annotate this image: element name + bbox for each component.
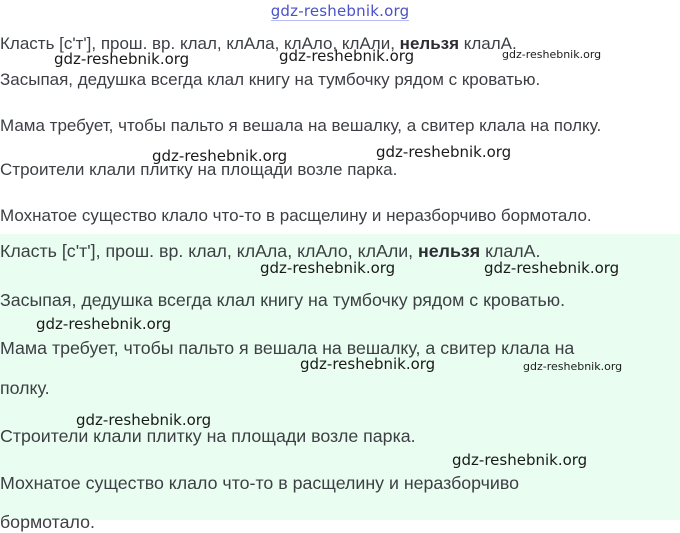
watermark: gdz-reshebnik.org: [300, 355, 436, 373]
example-sentence-2-cont: полку.: [0, 378, 50, 398]
example-sentence-1: Засыпая, дедушка всегда клал книгу на тумбочку рядом с кроватью.: [0, 70, 541, 89]
site-logo-text[interactable]: gdz-reshebnik.org: [270, 2, 410, 20]
example-sentence-4: Мохнатое существо клало что-то в расщелину и неразборчиво: [0, 473, 519, 493]
example-sentence-3: Строители клали плитку на площади возле парка.: [0, 160, 398, 179]
answer-panel: [0, 234, 680, 532]
example-sentence-2: Мама требует, чтобы пальто я вешала на вешалку, а свитер клала на полку.: [0, 116, 602, 135]
original-text-panel: [0, 30, 680, 234]
watermark: gdz-reshebnik.org: [36, 315, 172, 333]
watermark: gdz-reshebnik.org: [279, 47, 415, 65]
site-logo[interactable]: [0, 2, 680, 20]
watermark: gdz-reshebnik.org: [260, 259, 396, 277]
example-sentence-1: Засыпая, дедушка всегда клал книгу на тумбочку рядом с кроватью.: [0, 290, 566, 310]
watermark: gdz-reshebnik.org: [76, 411, 212, 429]
watermark: gdz-reshebnik.org: [54, 50, 190, 68]
watermark: gdz-reshebnik.org: [502, 48, 602, 61]
watermark: gdz-reshebnik.org: [484, 259, 620, 277]
forbidden-word: нельзя: [418, 241, 481, 261]
example-sentence-2: Мама требует, чтобы пальто я вешала на вешалку, а свитер клала на: [0, 338, 575, 358]
example-sentence-4: Мохнатое существо клало что-то в расщелину и неразборчиво бормотало.: [0, 206, 592, 225]
definition-line: Класть [с'т'], прош. вр. клал, клАла, клАло, клАли, нельзя клалА.: [0, 34, 517, 53]
example-sentence-3: Строители клали плитку на площади возле парка.: [0, 426, 416, 446]
example-sentence-4-cont: бормотало.: [0, 512, 95, 532]
definition-line: Класть [с'т'], прош. вр. клал, клАла, клАло, клАли, нельзя клалА.: [0, 241, 541, 261]
watermark: gdz-reshebnik.org: [152, 147, 288, 165]
watermark: gdz-reshebnik.org: [452, 451, 588, 469]
forbidden-word: нельзя: [399, 34, 460, 53]
watermark: gdz-reshebnik.org: [376, 143, 512, 161]
watermark: gdz-reshebnik.org: [523, 360, 623, 373]
